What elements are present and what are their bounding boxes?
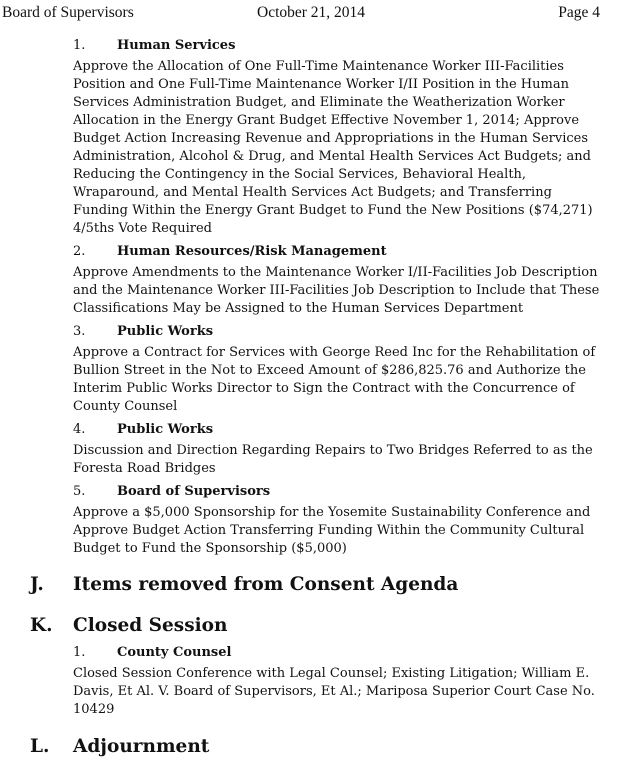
item-number: 5. [73, 484, 86, 499]
item-heading: Board of Supervisors [117, 484, 271, 499]
header-board-name: Board of Supervisors [2, 4, 134, 21]
item-heading: County Counsel [117, 645, 232, 660]
section-title: Adjournment [73, 736, 210, 757]
page-header [0, 4, 620, 24]
section-letter: K. [30, 615, 53, 636]
section-title: Closed Session [73, 615, 228, 636]
item-text: Approve a Contract for Services with George Reed Inc for the Rehabilitation of Bullion Street in the Not to Exceed Amount of $286,825.76 and Authorize the Interim Public Works Director to Sign the Contract with the Concurrence of County Counsel [73, 345, 596, 414]
section-l-heading [30, 736, 590, 764]
item-number: 2. [73, 244, 86, 259]
section-j-heading [30, 574, 590, 602]
item-number: 4. [73, 422, 86, 437]
item-number: 1. [73, 38, 86, 53]
item-heading: Human Resources/Risk Management [117, 244, 387, 259]
item-heading: Human Services [117, 38, 236, 53]
item-text: Approve the Allocation of One Full-Time Maintenance Worker III-Facilities Position and One Full-Time Maintenance Worker I/II Position in the Human Services Administration Budget, and Eliminate the Weatherization Worker Allocation in the Energy Grant Budget Effective November 1, 2014; Approve Budget Action Increasing Revenue and Appropriations in the Human Services Administration, Alcohol & Drug, and Mental Health Services Act Budgets; and Reducing the Contingency in the Social Services, Behavioral Health, Wraparound, and Mental Health Services Act Budgets; and Transferring Funding Within the Energy Grant Budget to Fund the New Positions ($74,271) 4/5ths Vote Required [73, 59, 593, 236]
item-text: Closed Session Conference with Legal Counsel; Existing Litigation; William E. Davis, Et Al. V. Board of Supervisors, Et Al.; Mariposa Superior Court Case No. 10429 [73, 666, 595, 717]
item-text: Approve Amendments to the Maintenance Worker I/II-Facilities Job Description and the Maintenance Worker III-Facilities Job Description to Include that These Classifications May be Assigned to the Human Services Department [73, 265, 600, 316]
item-heading: Public Works [117, 422, 214, 437]
item-heading: Public Works [117, 324, 214, 339]
section-letter: J. [30, 574, 44, 595]
item-number: 1. [73, 645, 86, 660]
section-letter: L. [30, 736, 50, 757]
section-k-heading [30, 615, 590, 643]
item-text: Discussion and Direction Regarding Repairs to Two Bridges Referred to as the Foresta Road Bridges [73, 443, 593, 476]
header-page-number: Page 4 [558, 4, 600, 21]
item-number: 3. [73, 324, 86, 339]
item-text: Approve a $5,000 Sponsorship for the Yosemite Sustainability Conference and Approve Budget Action Transferring Funding Within the Community Cultural Budget to Fund the Sponsorship ($5,000) [73, 505, 591, 556]
section-title: Items removed from Consent Agenda [73, 574, 459, 595]
header-date: October 21, 2014 [257, 4, 366, 21]
